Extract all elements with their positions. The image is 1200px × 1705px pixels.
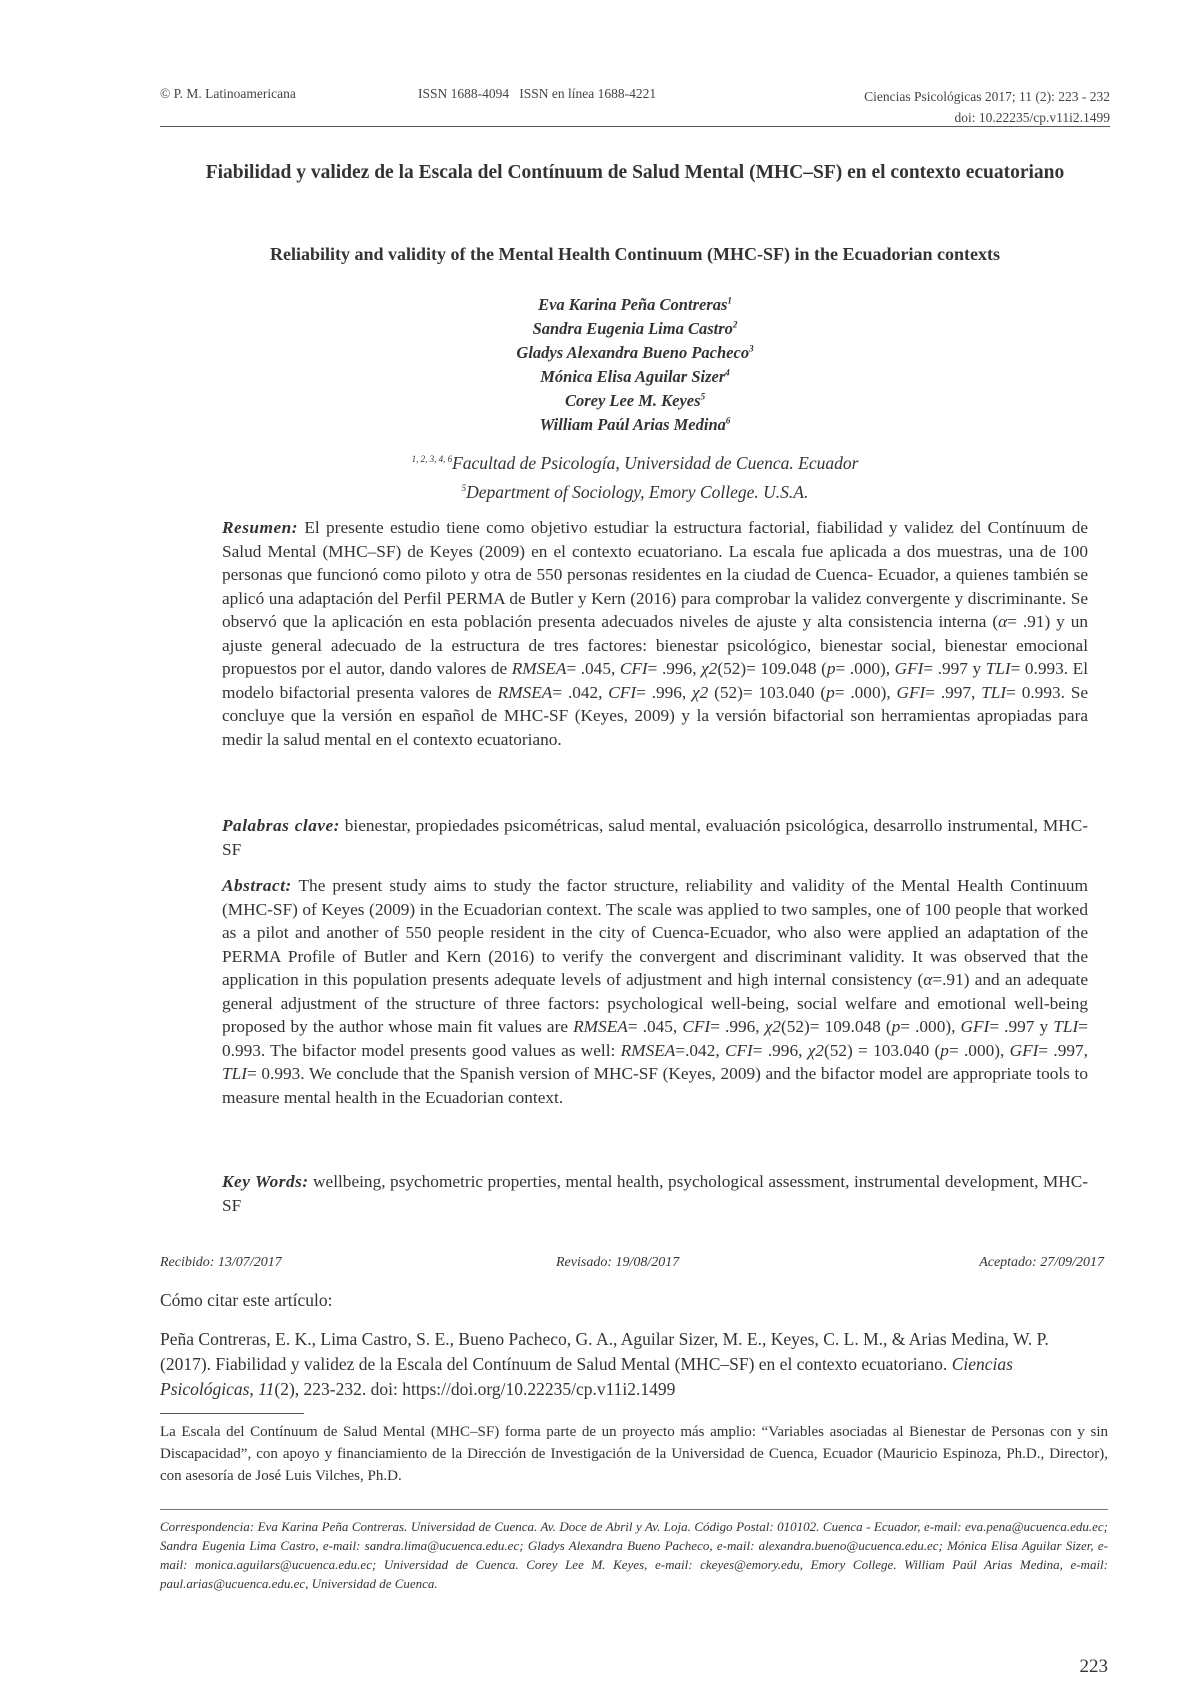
keywords-section: Key Words: wellbeing, psychometric properties, mental health, psychological assessment, instrumental development, MHC-SF	[222, 1172, 1088, 1215]
issn-text: ISSN 1688-4094 ISSN en línea 1688-4221	[418, 86, 657, 101]
received-date: Recibido: 13/07/2017	[160, 1255, 282, 1270]
author: Sandra Eugenia Lima Castro$^2$	[532, 319, 738, 338]
affiliation: $^{1, 2, 3, 4, 6}$Facultad de Psicología, Universidad de Cuenca. Ecuador	[411, 453, 859, 473]
author: William Paúl Arias Medina$^6$	[539, 415, 731, 434]
footnote-rule	[160, 1413, 304, 1414]
journal-info	[864, 86, 1110, 128]
citation-text: Peña Contreras, E. K., Lima Castro, S. E., Bueno Pacheco, G. A., Aguilar Sizer, M. E., Keyes, C. L. M., & Arias Medina, W. P. (2017). Fiabilidad y validez de la Escala del Contínuum de Salud Mental (MHC–SF) en el contexto ecuatoriano. Ciencias Psicológicas, 11(2), 223-232. doi: https://doi.org/10.22235/cp.v11i2.1499	[160, 1329, 1049, 1399]
abstract-label: Abstract:	[222, 876, 292, 895]
funding-footnote: La Escala del Contínuum de Salud Mental (MHC–SF) forma parte de un proyecto más amplio: “Variables asociadas al Bienestar de Personas con y sin Discapacidad”, con apoyo y financiamiento de la Dirección de Investigación de la Universidad de Cuenca, Ecuador (Mauricio Espinoza, Ph.D., Director), con asesoría de José Luis Vilches, Ph.D.	[160, 1424, 1108, 1484]
doi-text: doi: 10.22235/cp.v11i2.1499	[954, 110, 1110, 125]
author: Mónica Elisa Aguilar Sizer$^4$	[540, 367, 730, 386]
citation-heading: Cómo citar este artículo:	[160, 1290, 333, 1310]
author: Eva Karina Peña Contreras$^1$	[538, 295, 732, 314]
keywords-label: Key Words:	[222, 1172, 309, 1191]
correspondence-rule	[160, 1509, 1108, 1510]
publisher-text: © P. M. Latinoamericana	[160, 86, 296, 101]
abstract-section: Abstract: The present study aims to study the factor structure, reliability and validity of the Mental Health Continuum (MHC-SF) of Keyes (2009) in the Ecuadorian context. The scale was applied to two samples, one of 100 people that worked as a pilot and another of 550 people resident in the city of Cuenca-Ecuador, who also were applied an adaptation of the PERMA Profile of Butler and Kern (2016) to verify the convergent and discriminant validity. It was observed that the application in this population presents adequate levels of adjustment and high internal consistency (α=.91) and an adequate general adjustment of the structure of three factors: psychological well-being, social welfare and emotional well-being proposed by the author whose main fit values are RMSEA= .045, CFI= .996, χ2(52)= 109.048 (p= .000), GFI= .997 y TLI= 0.993. The bifactor model presents good values as well: RMSEA=.042, CFI= .996, χ2(52) = 103.040 (p= .000), GFI= .997, TLI= 0.993. We conclude that the Spanish version of MHC-SF (Keyes, 2009) and the bifactor model are appropriate tools to measure mental health in the Ecuadorian context.	[222, 876, 1088, 1107]
header-rule	[160, 126, 1110, 127]
revised-date: Revisado: 19/08/2017	[556, 1255, 680, 1270]
affiliations	[160, 449, 1110, 507]
article-title-es: Fiabilidad y validez de la Escala del Contínuum de Salud Mental (MHC–SF) en el contexto ecuatoriano	[205, 162, 1065, 183]
resumen-section: Resumen: El presente estudio tiene como objetivo estudiar la estructura factorial, fiabilidad y validez del Contínuum de Salud Mental (MHC–SF) de Keyes (2009) en el contexto ecuatoriano. La escala fue aplicada a dos muestras, una de 100 personas que funcionó como piloto y otra de 550 personas residentes en la ciudad de Cuenca- Ecuador, a quienes también se aplicó una adaptación del Perfil PERMA de Butler y Kern (2016) para comprobar la validez convergente y discriminante. Se observó que la aplicación en esta población presenta adecuados niveles de ajuste y alta consistencia interna (α= .91) y un ajuste general adecuado de la estructura de tres factores: bienestar psicológico, bienestar social, bienestar emocional propuestos por el autor, dando valores de RMSEA= .045, CFI= .996, χ2(52)= 109.048 (p= .000), GFI= .997 y TLI= 0.993. El modelo bifactorial presenta valores de RMSEA= .042, CFI= .996, χ2 (52)= 103.040 (p= .000), GFI= .997, TLI= 0.993. Se concluye que la versión en español de MHC-SF (Keyes, 2009) y la versión bifactorial son herramientas apropiadas para medir la salud mental en el contexto ecuatoriano.	[222, 518, 1089, 749]
resumen-label: Resumen:	[222, 518, 299, 537]
accepted-date: Aceptado: 27/09/2017	[979, 1255, 1104, 1270]
page-number: 223	[1079, 1656, 1108, 1677]
author: Gladys Alexandra Bueno Pacheco$^3$	[516, 343, 754, 362]
palabras-clave-section: Palabras clave: bienestar, propiedades psicométricas, salud mental, evaluación psicológica, desarrollo instrumental, MHC-SF	[222, 816, 1088, 859]
palabras-label: Palabras clave:	[222, 816, 340, 835]
author: Corey Lee M. Keyes$^5$	[564, 391, 706, 410]
correspondence-note: Correspondencia: Eva Karina Peña Contreras. Universidad de Cuenca. Av. Doce de Abril y Av. Loja. Código Postal: 010102. Cuenca - Ecuador, e-mail: eva.pena@ucuenca.edu.ec; Sandra Eugenia Lima Castro, e-mail: sandra.lima@ucuenca.edu.ec; Gladys Alexandra Bueno Pacheco, e-mail: alexandra.bueno@ucuenca.edu.ec; Mónica Elisa Aguilar Sizer, e-mail: monica.aguilars@ucuenca.edu.ec; Universidad de Cuenca. Corey Lee M. Keyes, e-mail: ckeyes@emory.edu, Emory College. William Paúl Arias Medina, e-mail: paul.arias@ucuenca.edu.ec, Universidad de Cuenca.	[160, 1519, 1108, 1591]
affiliation: $^5$Department of Sociology, Emory College. U.S.A.	[461, 482, 809, 502]
author-list	[160, 293, 1110, 437]
article-title-en: Reliability and validity of the Mental Health Continuum (MHC-SF) in the Ecuadorian contexts	[269, 244, 1000, 264]
journal-citation: Ciencias Psicológicas 2017; 11 (2): 223 - 232	[864, 89, 1110, 104]
